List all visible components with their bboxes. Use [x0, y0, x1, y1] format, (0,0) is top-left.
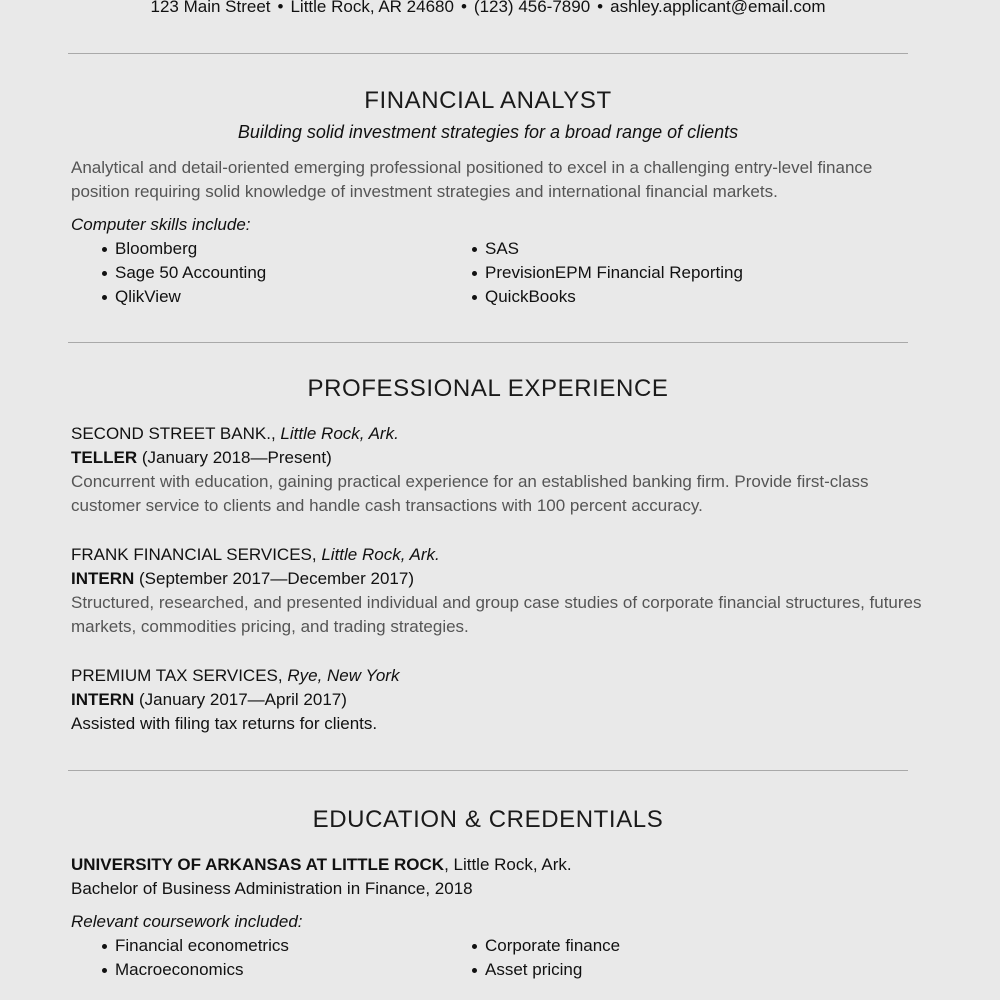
contact-separator: •: [460, 0, 467, 16]
job-description: Assisted with filing tax returns for clients.: [71, 714, 378, 733]
section-title-experience: PROFESSIONAL EXPERIENCE: [307, 375, 669, 402]
courses-list-right: [470, 934, 620, 982]
coursework-label: Relevant coursework included:: [71, 912, 303, 931]
job-dates: (January 2018—Present): [137, 448, 332, 467]
contact-line: [0, 0, 976, 17]
school-location: , Little Rock, Ark.: [444, 855, 572, 874]
job-employer: FRANK FINANCIAL SERVICES: [71, 545, 312, 564]
contact-address: 123 Main Street: [150, 0, 271, 16]
courses-list-left: [100, 934, 289, 982]
comma: ,: [311, 545, 322, 564]
contact-separator: •: [277, 0, 284, 16]
job-location: Little Rock, Ark.: [280, 424, 399, 443]
job-role: TELLER: [71, 448, 138, 467]
list-item: SAS: [470, 237, 743, 261]
job-role: INTERN: [71, 569, 135, 588]
job-role: INTERN: [71, 690, 135, 709]
contact-city: Little Rock, AR 24680: [290, 0, 454, 16]
tagline: Building solid investment strategies for a broad range of clients: [237, 122, 739, 142]
comma: ,: [270, 424, 281, 443]
comma: ,: [277, 666, 288, 685]
job-location: Little Rock, Ark.: [321, 545, 440, 564]
divider: [68, 342, 908, 343]
skills-list-right: [470, 237, 743, 309]
skills-label: Computer skills include:: [71, 215, 251, 234]
contact-email[interactable]: ashley.applicant@email.com: [610, 0, 826, 16]
job-role-line: [71, 446, 332, 470]
job-role-line: [71, 567, 414, 591]
list-item: PrevisionEPM Financial Reporting: [470, 261, 743, 285]
summary-paragraph: Analytical and detail-oriented emerging professional positioned to excel in a challenging entry-level finance position requiring solid knowledge of investment strategies and international financial markets.: [71, 158, 873, 201]
job-description: Concurrent with education, gaining practical experience for an established banking firm. Provide first-class customer service to clients and handle cash transactions with 100 percent accuracy.: [71, 472, 869, 515]
skills-list-left: [100, 237, 266, 309]
list-item: QuickBooks: [470, 285, 743, 309]
section-title-education: EDUCATION & CREDENTIALS: [312, 806, 664, 833]
list-item: QlikView: [100, 285, 266, 309]
job-employer-line: [71, 664, 399, 688]
job-description: Structured, researched, and presented individual and group case studies of corporate financial structures, futures markets, commodities pricing, and trading strategies.: [71, 593, 922, 636]
list-item: Financial econometrics: [100, 934, 289, 958]
job-employer: PREMIUM TAX SERVICES: [71, 666, 278, 685]
divider: [68, 770, 908, 771]
job-employer-line: [71, 422, 399, 446]
contact-separator: •: [597, 0, 604, 16]
school-line: [71, 853, 572, 877]
degree: Bachelor of Business Administration in Finance, 2018: [71, 879, 473, 898]
section-title-summary: FINANCIAL ANALYST: [364, 87, 612, 114]
contact-phone: (123) 456-7890: [473, 0, 591, 16]
list-item: Asset pricing: [470, 958, 620, 982]
list-item: Corporate finance: [470, 934, 620, 958]
job-role-line: [71, 688, 347, 712]
job-dates: (September 2017—December 2017): [134, 569, 414, 588]
school-name: UNIVERSITY OF ARKANSAS AT LITTLE ROCK: [71, 855, 445, 874]
list-item: Bloomberg: [100, 237, 266, 261]
job-employer-line: [71, 543, 440, 567]
job-location: Rye, New York: [287, 666, 400, 685]
list-item: Sage 50 Accounting: [100, 261, 266, 285]
job-employer: SECOND STREET BANK.: [71, 424, 271, 443]
job-dates: (January 2017—April 2017): [134, 690, 347, 709]
divider: [68, 53, 908, 54]
list-item: Macroeconomics: [100, 958, 289, 982]
